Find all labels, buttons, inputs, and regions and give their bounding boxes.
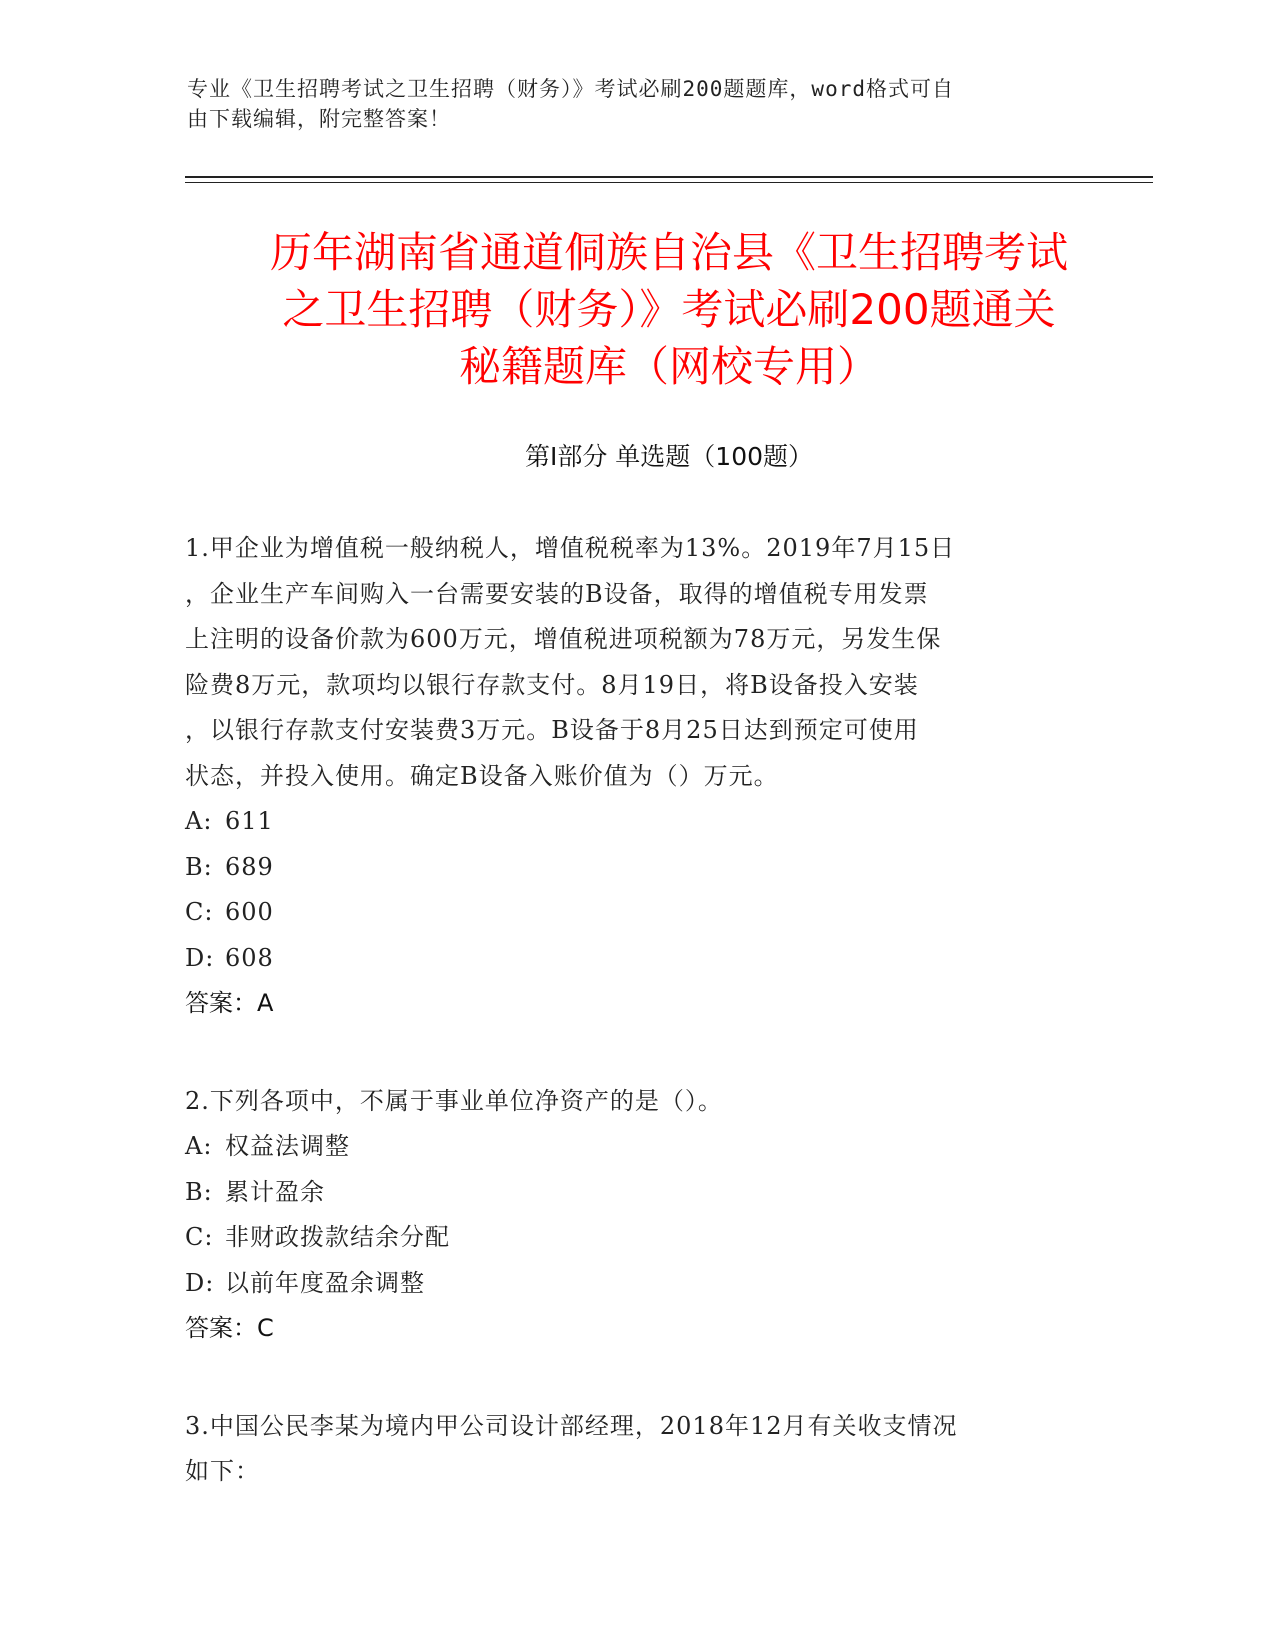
header-note: [187, 74, 1067, 134]
question-text-line: ，以银行存款支付安装费3万元。B设备于8月25日达到预定可使用: [185, 716, 919, 744]
option-text: 权益法调整: [225, 1132, 350, 1160]
option-key: B:: [185, 1177, 213, 1206]
question-text-line: 2.下列各项中，不属于事业单位净资产的是（）。: [185, 1086, 723, 1115]
option-text: 非财政拨款结余分配: [225, 1223, 450, 1251]
option-key: C:: [185, 898, 214, 926]
title-line-3: 秘籍题库（网校专用）: [458, 342, 879, 391]
option-key: B:: [185, 852, 213, 881]
option-a: [185, 799, 1085, 845]
header-note-line2: 由下载编辑，附完整答案！: [187, 107, 451, 131]
option-c: [185, 1215, 1085, 1261]
option-d: [185, 1261, 1085, 1307]
question-text-line: 如下：: [185, 1457, 260, 1485]
title-line-1: 历年湖南省通道侗族自治县《卫生招聘考试: [269, 228, 1068, 277]
question-text-line: 1.甲企业为增值税一般纳税人，增值税税率为13%。2019年7月15日: [185, 534, 956, 562]
header-divider-thin: [185, 182, 1153, 183]
option-text: 600: [225, 898, 274, 926]
question-text-line: 险费8万元，款项均以银行存款支付。8月19日，将B设备投入安装: [185, 670, 919, 699]
section-heading: 第I部分 单选题（100题）: [524, 442, 814, 471]
question-text-line: 3.中国公民李某为境内甲公司设计部经理，2018年12月有关收支情况: [185, 1411, 958, 1440]
option-key: C:: [185, 1223, 214, 1251]
option-text: 608: [225, 943, 274, 972]
document-title: [185, 224, 1153, 395]
question-text-line: ，企业生产车间购入一台需要安装的B设备，取得的增值税专用发票: [185, 579, 929, 608]
option-b: [185, 1170, 1085, 1216]
option-text: 611: [225, 807, 274, 835]
option-key: A:: [185, 807, 213, 835]
header-divider-thick: [185, 176, 1153, 178]
question-1: [185, 526, 1085, 1027]
question-text-line: 状态，并投入使用。确定B设备入账价值为（）万元。: [185, 761, 779, 790]
answer-line: 答案：C: [185, 1314, 274, 1342]
option-key: D:: [185, 943, 215, 972]
option-key: A:: [185, 1132, 213, 1160]
option-b: [185, 845, 1085, 891]
option-key: D:: [185, 1268, 215, 1297]
option-a: [185, 1124, 1085, 1170]
option-text: 以前年度盈余调整: [225, 1268, 425, 1297]
question-spacer: [185, 1352, 1085, 1404]
option-d: [185, 936, 1085, 982]
question-3: [185, 1404, 1085, 1495]
answer-line: 答案：A: [185, 989, 274, 1017]
question-text-line: 上注明的设备价款为600万元，增值税进项税额为78万元，另发生保: [185, 625, 942, 653]
question-2: [185, 1079, 1085, 1352]
option-text: 689: [225, 852, 274, 881]
question-spacer: [185, 1027, 1085, 1079]
header-note-line1: 专业《卫生招聘考试之卫生招聘（财务）》考试必刷200题题库，word格式可自: [187, 77, 954, 101]
question-list: [185, 526, 1085, 1495]
title-line-2: 之卫生招聘（财务）》考试必刷200题通关: [282, 285, 1056, 334]
option-c: [185, 890, 1085, 936]
option-text: 累计盈余: [225, 1177, 325, 1206]
